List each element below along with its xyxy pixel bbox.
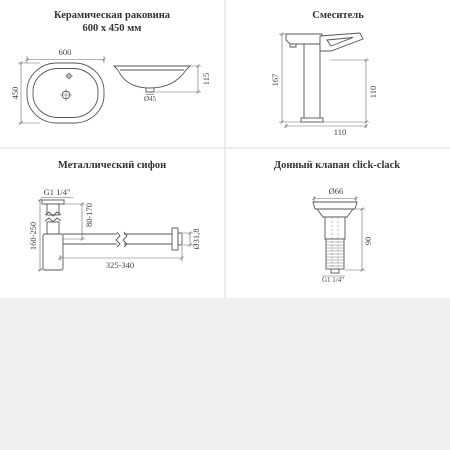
faucet-spout	[286, 34, 322, 44]
siphon-lower-pipe	[47, 222, 59, 234]
page-background	[0, 298, 450, 450]
depth-label: 450	[10, 86, 20, 100]
faucet-height-label: 167	[270, 73, 280, 87]
valve-height-label: 90	[363, 236, 373, 246]
width-label: 600	[58, 47, 72, 57]
valve-title: Донный клапан click-clack	[273, 160, 401, 171]
siphon-length-label: 325-340	[105, 260, 135, 270]
valve-cap	[313, 202, 357, 209]
siphon-trap-body	[43, 234, 63, 270]
drain-diameter-label: Ø45	[143, 95, 157, 103]
sink-height-label: 115	[201, 72, 211, 86]
valve-thread-label: G1 1/4"	[321, 276, 345, 284]
siphon-wall-connector	[178, 233, 182, 245]
siphon-upper-pipe	[47, 204, 59, 215]
valve-flange	[317, 209, 353, 217]
faucet-body	[304, 40, 320, 120]
valve-bottom-nut	[331, 269, 339, 273]
siphon-top-flange	[42, 200, 64, 204]
valve-tube	[325, 217, 345, 239]
sink-subtitle: 600 x 450 мм	[82, 23, 142, 34]
reach-label: 110	[333, 127, 347, 137]
sink-title: Керамическая раковина	[54, 10, 170, 21]
siphon-inlet-label: 80-170	[84, 202, 94, 228]
siphon-thread-label: G1 1/4"	[43, 187, 71, 197]
valve-diameter-label: Ø66	[328, 186, 344, 196]
siphon-wall-flange	[172, 228, 178, 250]
faucet-base	[301, 118, 323, 122]
siphon-height-label: 160-250	[28, 221, 38, 251]
siphon-outlet-label: Ø31,8	[191, 228, 201, 250]
siphon-title: Металлический сифон	[57, 160, 167, 171]
faucet-title: Смеситель	[312, 10, 364, 21]
spout-height-label: 110	[368, 85, 378, 99]
